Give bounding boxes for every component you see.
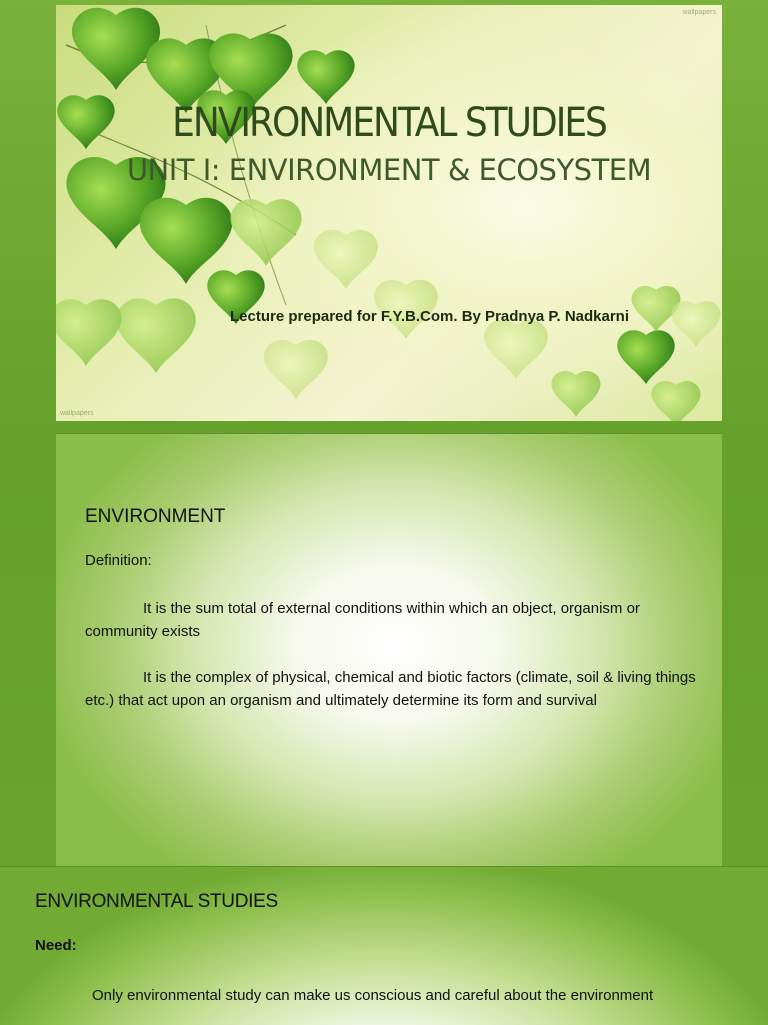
definition-paragraph: It is the sum total of external conditions within which an object, organism or community exists [85,600,640,640]
definition-label: Definition: [85,552,152,569]
watermark-bottom: wallpapers [60,410,94,417]
environment-slide [56,433,722,867]
slide-title: ENVIRONMENTAL STUDIES [172,100,606,146]
slide-heading: ENVIRONMENTAL STUDIES [35,891,278,912]
slide-subtitle: UNIT I: ENVIRONMENT & ECOSYSTEM [126,153,652,187]
need-label: Need: [35,937,77,954]
definition-paragraph: It is the complex of physical, chemical and biotic factors (climate, soil & living things etc.) that act upon an organism and ultimately determine its form and survival [85,669,696,709]
watermark-top: wallpapers [682,9,716,16]
environmental-studies-slide [0,866,768,1025]
lecture-credit: Lecture prepared for F.Y.B.Com. By Pradnya P. Nadkarni [230,308,630,325]
green-leaves-icon [56,5,722,421]
title-slide [56,5,722,421]
need-paragraph: Only environmental study can make us conscious and careful about the environment [92,987,654,1004]
slide-heading: ENVIRONMENT [85,506,226,527]
